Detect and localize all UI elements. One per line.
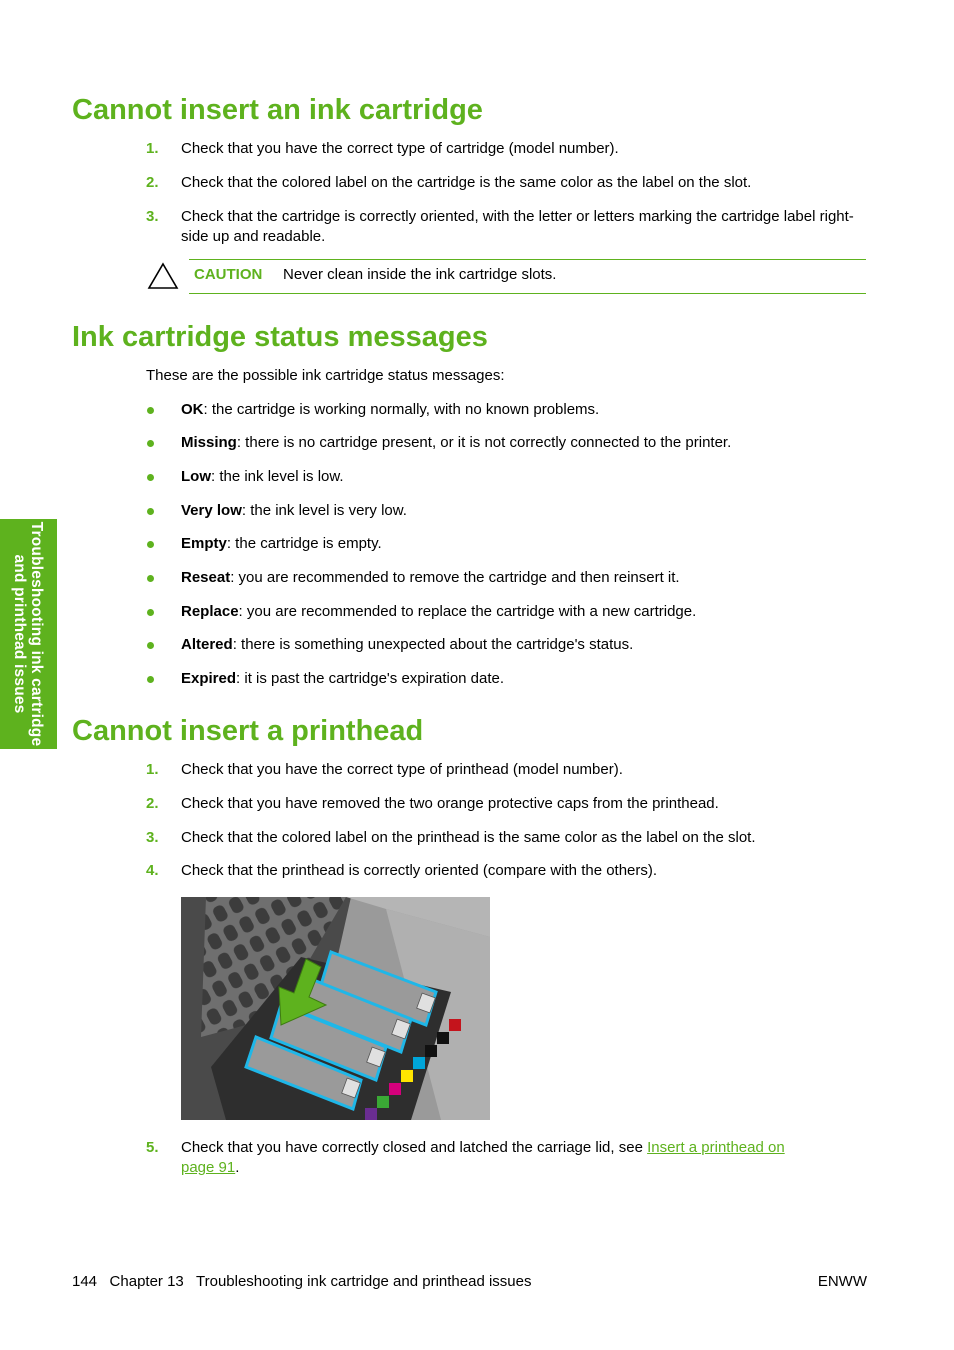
chapter-side-tab — [0, 519, 57, 749]
status-desc: : there is something unexpected about the cartridge's status. — [232, 636, 634, 653]
bullet-icon — [147, 407, 154, 414]
status-term: Empty — [181, 535, 227, 552]
printhead-carriage-drawing — [181, 897, 490, 1120]
status-term: OK — [181, 401, 204, 418]
section-title-cannot-insert-printhead: Cannot insert a printhead — [72, 715, 424, 747]
step-text: Check that the colored label on the printhead is the same color as the label on the slot. — [181, 829, 756, 846]
bullet-icon — [147, 575, 154, 582]
bullet-icon — [147, 541, 154, 548]
step-text: Check that you have the correct type of cartridge (model number). — [181, 140, 619, 157]
section-title-cannot-insert-ink-cartridge: Cannot insert an ink cartridge — [72, 94, 483, 126]
status-term: Replace — [181, 603, 239, 620]
step-text: Check that the cartridge is correctly oriented, with the letter or letters marking the cartridge label right-side up and readable. — [181, 208, 854, 245]
intro-text: These are the possible ink cartridge status messages: — [146, 367, 505, 384]
caution-top-rule — [189, 259, 866, 260]
step-text: Check that you have correctly closed and latched the carriage lid, see — [181, 1139, 648, 1156]
caution-text: Never clean inside the ink cartridge slots. — [283, 266, 557, 283]
status-term: Missing — [181, 434, 237, 451]
step-number: 3. — [146, 208, 159, 225]
page-number: 144 — [72, 1273, 98, 1290]
status-desc: : the ink level is very low. — [241, 502, 407, 519]
step-number: 1. — [146, 761, 159, 778]
bullet-icon — [147, 642, 154, 649]
step-number: 2. — [146, 174, 159, 191]
footer-chapter: Chapter 13 — [109, 1273, 184, 1290]
status-desc: : there is no cartridge present, or it is not correctly connected to the printer. — [236, 434, 732, 451]
printhead-insertion-illustration — [181, 897, 490, 1120]
step-number: 4. — [146, 862, 159, 879]
step-text: Check that you have the correct type of printhead (model number). — [181, 761, 623, 778]
footer-chapter-title: Troubleshooting ink cartridge and printhead issues — [196, 1273, 532, 1290]
section-title-status-messages: Ink cartridge status messages — [72, 321, 488, 353]
status-term: Altered — [181, 636, 233, 653]
status-desc: : the cartridge is empty. — [226, 535, 382, 552]
bullet-icon — [147, 676, 154, 683]
status-desc: : you are recommended to remove the cartridge and then reinsert it. — [230, 569, 680, 586]
footer-enww: ENWW — [817, 1273, 867, 1290]
status-desc: : the cartridge is working normally, with no known problems. — [203, 401, 600, 418]
step-number: 2. — [146, 795, 159, 812]
caution-label: CAUTION — [194, 266, 263, 283]
bullet-icon — [147, 440, 154, 447]
status-term: Reseat — [181, 569, 231, 586]
page-footer — [72, 1272, 531, 1292]
status-desc: : you are recommended to replace the cartridge with a new cartridge. — [238, 603, 697, 620]
bullet-icon — [147, 474, 154, 481]
bullet-icon — [147, 609, 154, 616]
side-tab-label: Troubleshooting ink cartridge and printhead issues — [11, 521, 46, 747]
step-text: Check that the printhead is correctly oriented (compare with the others). — [181, 862, 658, 879]
bullet-icon — [147, 508, 154, 515]
step-number: 1. — [146, 140, 159, 157]
step-number: 3. — [146, 829, 159, 846]
status-term: Low — [181, 468, 211, 485]
status-desc: : it is past the cartridge's expiration date. — [236, 670, 505, 687]
step-text: Check that you have removed the two orange protective caps from the printhead. — [181, 795, 719, 812]
status-desc: : the ink level is low. — [211, 468, 344, 485]
warning-triangle-icon — [147, 262, 179, 290]
step-text-end: . — [235, 1159, 240, 1176]
status-term: Very low — [181, 502, 242, 519]
caution-bottom-rule — [189, 293, 866, 294]
status-term: Expired — [181, 670, 237, 687]
step-text: Check that the colored label on the cartridge is the same color as the label on the slot. — [181, 174, 752, 191]
insert-printhead-link[interactable]: Insert a printhead on page 91 — [181, 1139, 785, 1176]
caution-note — [146, 256, 866, 294]
step-number: 5. — [146, 1139, 159, 1156]
